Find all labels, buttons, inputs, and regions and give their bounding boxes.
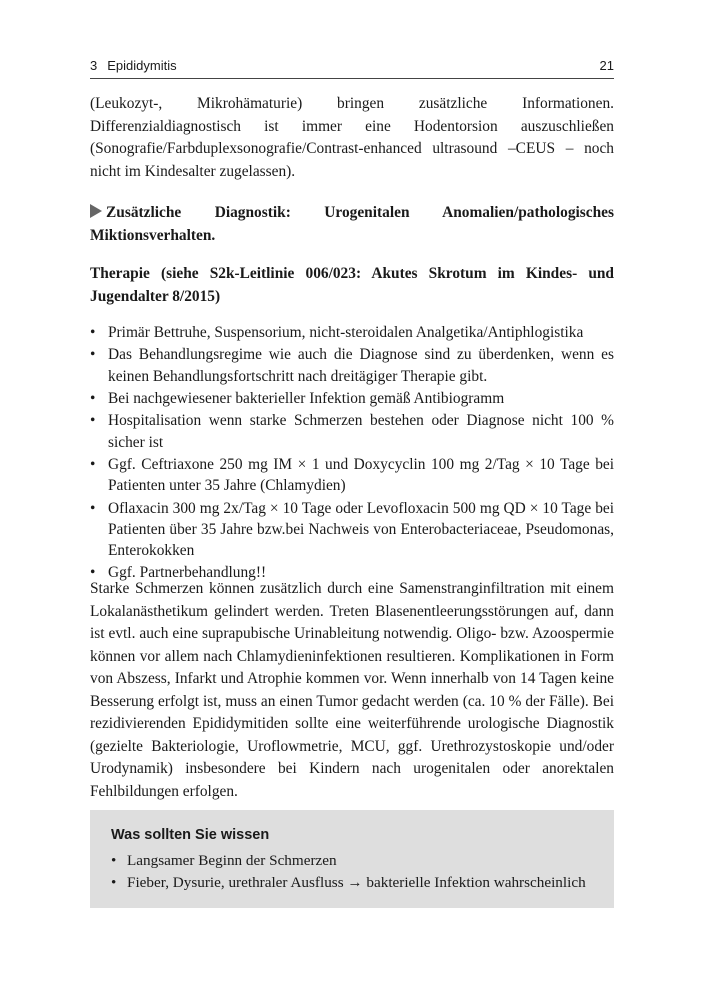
therapy-list [90,322,614,585]
list-item: • Primär Bettruhe, Suspensorium, nicht-steroidalen Analgetika/Antiphlogistika [90,322,614,343]
triangle-right-icon [90,204,102,218]
list-item: • Das Behandlungsregime wie auch die Diagnose sind zu überdenken, wenn es keinen Behandlungsfortschritt nach dreitägiger Therapie gibt. [90,344,614,386]
closing-paragraph: Starke Schmerzen können zusätzlich durch eine Samenstranginfiltration mit einem Lokalanästhetikum gelindert werden. Treten Blasenentleerungsstörungen auf, dann ist evtl. auch eine suprapubische Urinableitung notwendig. Oligo- bzw. Azoospermie können vor allem nach Chlamydieninfektionen resultieren. Komplikationen in Form von Abszess, Infarkt und Atrophie kommen vor. Wenn innerhalb von 14 Tagen keine Besserung erfolgt ist, muss an einen Tumor gedacht werden (ca. 10 % der Fälle). Bei rezidivierenden Epididymitiden sollte eine weiterführende urologische Diagnostik (gezielte Bakteriologie, Uroflowmetrie, MCU, ggf. Urethrozystoskopie und/oder Urodynamik) insbesondere bei Kindern nach urogenitalen oder anorektalen Fehlbildungen erfolgen. [90,580,614,800]
summary-list [111,850,601,894]
therapy-heading: Therapie (siehe S2k-Leitlinie 006/023: Akutes Skrotum im Kindes- und Jugendalter 8/2015) [90,265,614,305]
additional-diagnostics-heading [90,202,614,247]
list-item: • Oflaxacin 300 mg 2x/Tag × 10 Tage oder Levofloxacin 500 mg QD × 10 Tage bei Patienten über 35 Jahre bzw.bei Nachweis von Enterobacteriaceae, Pseudomonas, Enterokokken [90,498,614,562]
chapter-title: Epididymitis [107,58,177,73]
additional-diagnostics-text: Zusätzliche Diagnostik: Urogenitalen Anomalien/pathologisches Miktionsverhalten. [90,204,614,244]
chapter-number: 3 [90,58,98,73]
intro-paragraph: (Leukozyt-, Mikrohämaturie) bringen zusätzliche Informationen. Differenzialdiagnostisch ist immer eine Hodentorsion auszuschließen (Sonografie/Farbduplexsonografie/Contrast-enhanced ultrasound –CEUS – noch nicht im Kindesalter zugelassen). [90,95,614,180]
page-number: 21 [599,58,614,73]
summary-box [90,810,614,908]
list-item: • Bei nachgewiesener bakterieller Infektion gemäß Antibiogramm [90,388,614,409]
list-item: • Ggf. Partnerbehandlung!! [90,562,614,583]
list-item: • Ggf. Ceftriaxone 250 mg IM × 1 und Doxycyclin 100 mg 2/Tag × 10 Tage bei Patienten unter 35 Jahre (Chlamydien) [90,454,614,496]
running-header [90,56,614,79]
summary-box-title: Was sollten Sie wissen [111,827,270,843]
list-item: • Langsamer Beginn der Schmerzen [111,850,601,872]
chapter-label [90,58,177,73]
list-item: • Fieber, Dysurie, urethraler Ausfluss → bakterielle Infektion wahrscheinlich [111,872,601,894]
list-item: • Hospitalisation wenn starke Schmerzen bestehen oder Diagnose nicht 100 % sicher ist [90,410,614,452]
